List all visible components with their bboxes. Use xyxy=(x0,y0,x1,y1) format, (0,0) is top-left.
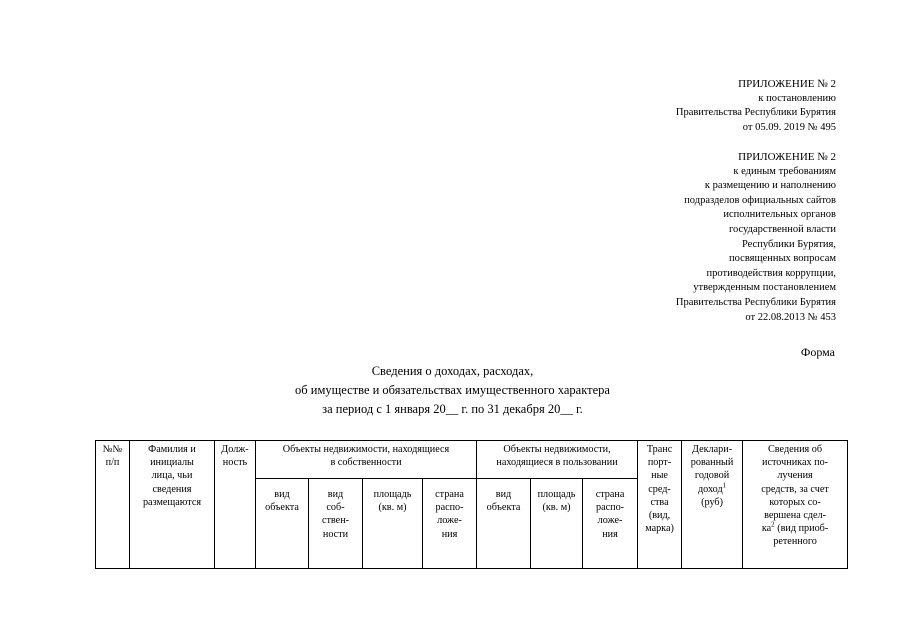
header-text-line: (кв. м) xyxy=(542,502,571,514)
header-text-line: вид xyxy=(327,489,344,500)
header-text-line: марка) xyxy=(645,523,674,535)
header-declared-income xyxy=(682,441,743,569)
appendix-1-line: к постановлению xyxy=(758,92,836,104)
header-text-line: ности xyxy=(322,528,349,540)
header-text-line: ложе- xyxy=(437,515,462,527)
header-text-line: сред- xyxy=(648,483,671,495)
appendix-2-line: к размещению и наполнению xyxy=(704,180,836,192)
header-text-line: годовой xyxy=(694,470,730,482)
appendix-1-header xyxy=(676,77,836,135)
header-text-line: Фамилия и xyxy=(148,444,196,455)
header-text-line: Деклари- xyxy=(692,444,733,455)
header-text-line: соб- xyxy=(326,502,345,514)
header-text-line: ные xyxy=(651,470,668,482)
header-text-line: вершена сдел- xyxy=(764,510,827,522)
title-line: Сведения о доходах, расходах, xyxy=(371,364,534,378)
appendix-2-line: к единым требованиям xyxy=(733,165,836,177)
header-text-line: ния xyxy=(441,528,458,540)
header-text-line: объекта xyxy=(486,502,521,514)
appendix-2-line: подразделов официальных сайтов xyxy=(684,194,836,206)
appendix-2-line: противодействия коррупции, xyxy=(706,267,836,279)
header-text-line: источниках по- xyxy=(762,457,829,469)
appendix-1-line: Правительства Республики Бурятия xyxy=(675,107,836,119)
header-text-line: распо- xyxy=(435,502,464,514)
header-text-line: рованный xyxy=(690,457,734,469)
header-funding-sources xyxy=(743,441,848,569)
header-text-line: ность xyxy=(222,457,248,469)
header-text-line: вид xyxy=(495,489,512,500)
appendix-2-line: государственной власти xyxy=(728,223,836,235)
header-owned-real-estate xyxy=(256,441,477,479)
header-used-object-type xyxy=(477,479,531,569)
header-text-line: в собственности xyxy=(330,457,402,469)
header-text-line: площадь xyxy=(373,489,412,500)
header-text-line: ретенного xyxy=(773,536,817,548)
appendix-2-line: исполнительных органов xyxy=(723,209,836,221)
appendix-1-title: ПРИЛОЖЕНИЕ № 2 xyxy=(738,78,836,90)
header-text-line: Сведения об xyxy=(768,444,823,455)
header-text-line: площадь xyxy=(537,489,576,500)
header-position xyxy=(215,441,256,569)
header-owned-country xyxy=(423,479,477,569)
header-text-line: порт- xyxy=(647,457,672,469)
header-text-line: Объекты недвижимости, xyxy=(503,444,611,455)
header-text-line: инициалы xyxy=(150,457,194,469)
header-text-line: ствен- xyxy=(321,515,350,527)
header-owned-object-type xyxy=(256,479,309,569)
header-text-line: размещаются xyxy=(142,496,202,508)
header-text-line: (кв. м) xyxy=(378,502,407,514)
header-text-line: п/п xyxy=(105,457,120,469)
header-text-line: 2 xyxy=(771,520,775,529)
header-text-line: 1 xyxy=(722,481,727,490)
header-text-line: Объекты недвижимости, находящиеся xyxy=(282,444,450,455)
appendix-2-title: ПРИЛОЖЕНИЕ № 2 xyxy=(738,151,836,163)
header-text-line: лучения xyxy=(777,470,813,482)
header-text-line: страна xyxy=(595,489,625,500)
header-text-line: средств, за счет xyxy=(761,483,829,495)
header-text-line xyxy=(683,483,741,496)
header-full-name xyxy=(130,441,215,569)
header-text-line: (вид, xyxy=(648,510,671,522)
appendix-2-line: посвященных вопросам xyxy=(729,253,836,265)
header-text-line: распо- xyxy=(595,502,625,514)
header-used-country xyxy=(583,479,638,569)
header-text-line: лица, чьи xyxy=(151,470,193,482)
header-text-line: №№ xyxy=(102,444,123,455)
header-used-area xyxy=(531,479,583,569)
header-text-line: вид xyxy=(274,489,290,500)
header-text-line: которых со- xyxy=(769,496,821,508)
header-text-line: (руб) xyxy=(701,496,723,508)
header-owned-ownership-type xyxy=(309,479,363,569)
appendix-2-line: от 22.08.2013 № 453 xyxy=(745,311,836,323)
appendix-1-line: от 05.09. 2019 № 495 xyxy=(742,121,836,133)
appendix-2-line: утвержденным постановлением xyxy=(693,282,836,294)
header-vehicles xyxy=(638,441,682,569)
header-text-line: Транс xyxy=(646,444,673,455)
appendix-2-line: Республики Бурятия, xyxy=(741,238,836,250)
header-text-line: ложе- xyxy=(597,515,623,527)
appendix-2-line: Правительства Республики Бурятия xyxy=(675,296,836,308)
header-text-line: доход xyxy=(697,483,723,495)
header-text-line: страна xyxy=(435,489,464,500)
title-line: за период с 1 января 20__ г. по 31 декабря 20__ г. xyxy=(322,402,583,416)
header-text-line: ния xyxy=(602,528,618,540)
header-number xyxy=(96,441,130,569)
header-text-line: (вид приоб- xyxy=(774,523,829,535)
income-declaration-table xyxy=(95,440,848,569)
appendix-2-header xyxy=(676,150,836,325)
header-used-real-estate xyxy=(477,441,638,479)
header-text-line: объекта xyxy=(265,502,299,514)
form-label: Форма xyxy=(800,345,835,359)
title-line: об имуществе и обязательствах имущественного характера xyxy=(295,383,610,397)
header-text-line: находящиеся в пользовании xyxy=(496,457,618,469)
header-text-line: Долж- xyxy=(221,444,249,455)
document-title xyxy=(0,362,905,419)
header-text-line: ка xyxy=(761,523,772,535)
header-text-line: ства xyxy=(650,496,669,508)
header-owned-area xyxy=(363,479,423,569)
header-text-line: сведения xyxy=(152,483,192,495)
header-text-line xyxy=(744,522,846,535)
